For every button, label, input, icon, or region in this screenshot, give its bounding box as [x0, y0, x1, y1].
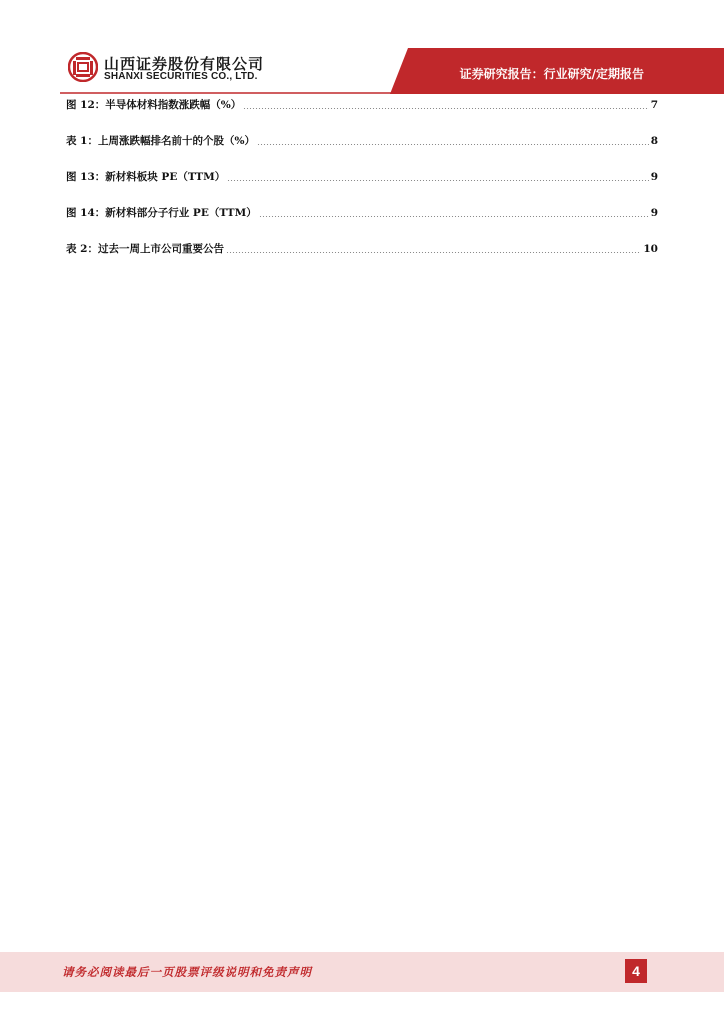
- toc-leader-dots: [243, 108, 648, 109]
- report-type-label: 证券研究报告：行业研究/定期报告: [459, 67, 644, 81]
- toc-entry-title: 表 2：过去一周上市公司重要公告: [66, 243, 224, 255]
- toc-leader-dots: [227, 180, 648, 181]
- toc-entry-page: 8: [650, 135, 658, 147]
- toc-leader-dots: [226, 252, 641, 253]
- toc-entry[interactable]: [66, 205, 658, 221]
- page-footer: [0, 952, 724, 992]
- company-name-en: SHANXI SECURITIES CO., LTD.: [104, 71, 258, 82]
- toc-entry-title: 图 12：半导体材料指数涨跌幅（%）: [66, 99, 242, 111]
- toc-leader-dots: [259, 216, 649, 217]
- toc-entry[interactable]: [66, 97, 658, 113]
- toc-entry-title: 图 13：新材料板块 PE（TTM）: [66, 171, 226, 183]
- toc-entry-page: 9: [650, 207, 658, 219]
- shanxi-securities-logo-icon: [68, 52, 98, 82]
- company-name-cn: 山西证券股份有限公司: [104, 55, 265, 73]
- disclaimer-note: 请务必阅读最后一页股票评级说明和免责声明: [62, 965, 312, 979]
- toc-entry-page: 7: [650, 99, 658, 111]
- toc-entry[interactable]: [66, 133, 658, 149]
- toc-entry[interactable]: [66, 169, 658, 185]
- toc-entry[interactable]: [66, 241, 658, 257]
- toc-entry-title: 图 14：新材料部分子行业 PE（TTM）: [66, 207, 257, 219]
- toc-leader-dots: [257, 144, 649, 145]
- toc-entry-page: 9: [650, 171, 658, 183]
- page-number: 4: [625, 959, 647, 983]
- page-header: [0, 0, 724, 94]
- toc-entry-page: 10: [643, 243, 658, 255]
- toc-entry-title: 表 1：上周涨跌幅排名前十的个股（%）: [66, 135, 255, 147]
